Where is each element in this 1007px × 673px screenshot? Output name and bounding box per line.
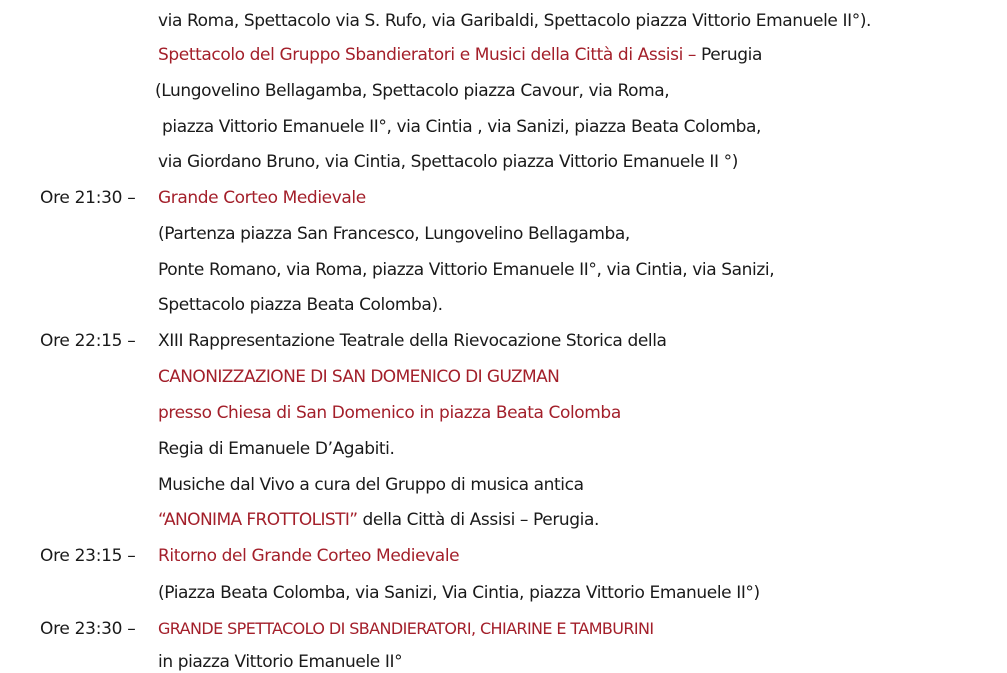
grande-spettacolo-title: GRANDE SPETTACOLO DI SBANDIERATORI, CHIARINE E TAMBURINI [158,619,654,638]
route-line-3: piazza Vittorio Emanuele II°, via Cintia , via Sanizi, piazza Beata Colomba, [162,117,762,137]
spettacolo-location-partial: in piazza Vittorio Emanuele II° [158,652,403,672]
corteo-route-2: Ponte Romano, via Roma, piazza Vittorio Emanuele II°, via Cintia, via Sanizi, [158,260,775,280]
chiesa-location: presso Chiesa di San Domenico in piazza Beata Colomba [158,403,621,423]
corteo-route-1: (Partenza piazza San Francesco, Lungovelino Bellagamba, [158,224,630,244]
ritorno-corteo-title: Ritorno del Grande Corteo Medievale [158,546,460,566]
time-2315: Ore 23:15 – [40,546,136,566]
time-2130: Ore 21:30 – [40,188,136,208]
regia-credit: Regia di Emanuele D’Agabiti. [158,439,395,459]
grande-corteo-title: Grande Corteo Medievale [158,188,366,208]
route-line-2: (Lungovelino Bellagamba, Spettacolo piazza Cavour, via Roma, [155,81,670,101]
anonima-frottolisti-line [158,509,599,531]
time-2215: Ore 22:15 – [40,331,136,351]
anonima-frottolisti-city: della Città di Assisi – Perugia. [357,510,600,530]
canonizzazione-title: CANONIZZAZIONE DI SAN DOMENICO DI GUZMAN [158,367,560,387]
musiche-credit: Musiche dal Vivo a cura del Gruppo di musica antica [158,475,584,495]
corteo-route-3: Spettacolo piazza Beata Colomba). [158,295,443,315]
rappresentazione-title: XIII Rappresentazione Teatrale della Rievocazione Storica della [158,331,667,351]
show-title-city: Perugia [701,45,762,65]
route-line-4: via Giordano Bruno, via Cintia, Spettacolo piazza Vittorio Emanuele II °) [158,152,738,172]
anonima-frottolisti-name: “ANONIMA FROTTOLISTI” [158,510,358,530]
route-line-1: via Roma, Spettacolo via S. Rufo, via Garibaldi, Spettacolo piazza Vittorio Emanuele II°). [158,11,872,31]
sbandieratori-show-title [158,44,762,66]
ritorno-route: (Piazza Beata Colomba, via Sanizi, Via Cintia, piazza Vittorio Emanuele II°) [158,583,760,603]
show-title-red: Spettacolo del Gruppo Sbandieratori e Musici della Città di Assisi – [158,45,701,65]
time-2330: Ore 23:30 – [40,619,136,639]
